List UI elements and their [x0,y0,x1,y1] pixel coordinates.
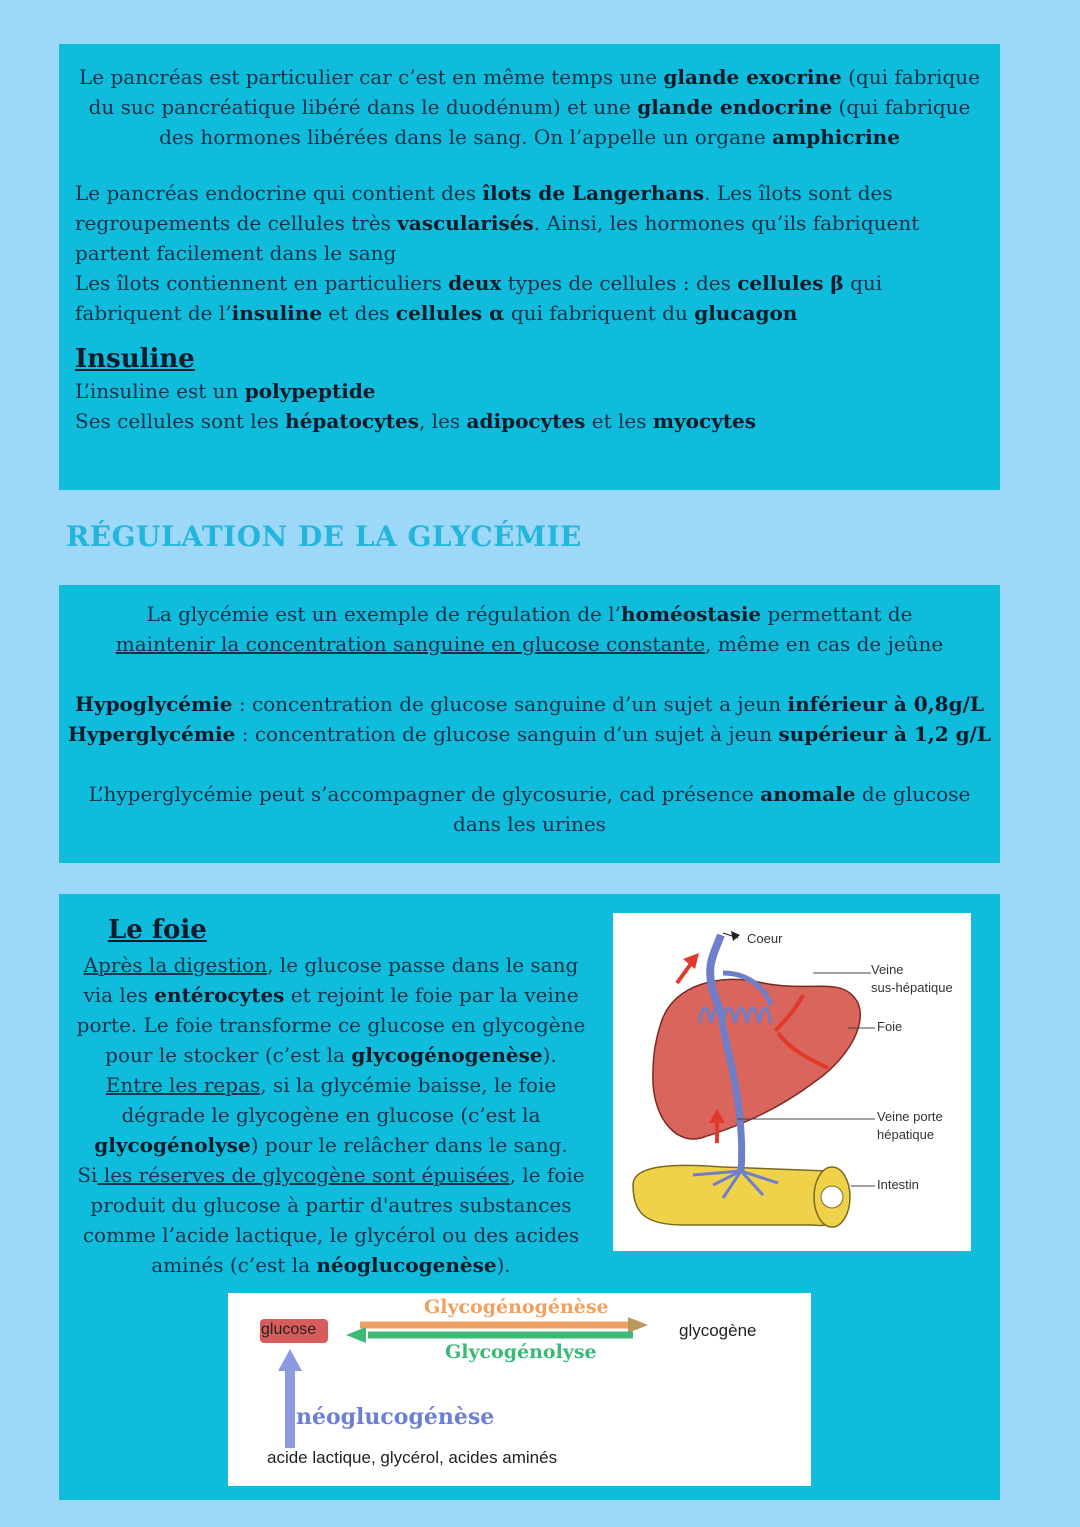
glycogenolyse-arrowhead [346,1327,366,1343]
bold-text: glucagon [694,301,798,325]
paragraph-langerhans [75,178,984,268]
bold-text: Hyperglycémie [68,722,236,746]
text: . Ainsi, les hormones qu’ils fabriquent partent facilement dans le sang [75,211,920,265]
paragraph-target-cells [75,406,984,436]
label-glycogenogenese: Glycogénogénèse [424,1296,609,1318]
paragraph-repas [75,1070,587,1160]
label-glycogenolyse: Glycogénolyse [445,1341,597,1363]
pancreas-card [59,44,1000,490]
text: et les [585,409,653,433]
label-neoglucogenese: néoglucogénèse [296,1404,495,1430]
text: Le pancréas endocrine qui contient des [75,181,483,205]
bold-text: amphicrine [772,125,900,149]
glucose-cycle-diagram [228,1293,811,1486]
text: L’hyperglycémie peut s’accompagner de glycosurie, cad présence [88,782,761,806]
underlined-text: maintenir la concentration sanguine en glucose constante [115,632,706,656]
glycogenogenese-arrowhead [628,1317,648,1333]
label-veine-sus-hepatique [871,961,953,997]
label-line: Veine porte [877,1109,943,1124]
bold-text: anomale [760,782,856,806]
text: La glycémie est un exemple de régulation de l’ [146,602,621,626]
bold-text: îlots de Langerhans [482,181,705,205]
bold-text: deux [448,271,502,295]
text: Ses cellules sont les [75,409,286,433]
text: qui fabriquent de l’ [75,271,883,325]
text: , le glucose passe dans le sang via les [83,953,579,1007]
bold-text: myocytes [652,409,757,433]
label-coeur: Coeur [747,931,783,946]
text: L’insuline est un [75,379,245,403]
text: qui fabriquent du [504,301,695,325]
text: Les îlots contiennent en particuliers [75,271,449,295]
neoglucogenese-arrowhead [278,1349,302,1371]
text: ) pour le relâcher dans le sang. [250,1133,568,1157]
text: et des [322,301,396,325]
label-foie: Foie [877,1019,903,1034]
foie-text [75,914,587,1280]
liver-diagram [613,913,971,1251]
text: , les [418,409,467,433]
intestine-lumen [821,1186,843,1208]
bold-text: cellules α [395,301,505,325]
bold-text: inférieur à 0,8g/L [787,692,984,716]
insuline-heading: Insuline [75,344,195,374]
bold-text: vascularisés [397,211,534,235]
label-veine-porte [877,1108,943,1144]
text: permettant de [761,602,913,626]
paragraph-digestion [75,950,587,1070]
heart-arrowhead [731,931,740,941]
text: Le pancréas est particulier car c’est en même temps une [79,65,664,89]
glycemie-card [59,585,1000,863]
text: : concentration de glucose sanguine d’un sujet a jeun [232,692,788,716]
text: ). [496,1253,511,1277]
bold-text: cellules β [737,271,844,295]
liver-shape [653,979,860,1139]
label-glycogene: glycogène [679,1321,757,1340]
bold-text: Hypoglycémie [75,692,233,716]
bold-text: insuline [231,301,323,325]
bold-text: néoglucogenèse [316,1253,497,1277]
text: Si [77,1163,98,1187]
text: , même en cas de jeûne [705,632,944,656]
text: , le foie produit du glucose à partir d'autres substances comme l’acide lactique, le glycérol ou des acides aminés (c’est la [82,1163,585,1277]
foie-heading: Le foie [108,915,207,945]
underlined-text: les réserves de glycogène sont épuisées [97,1163,510,1187]
bold-text: glande exocrine [663,65,842,89]
paragraph-homeostasie [67,599,992,659]
bold-text: supérieur à 1,2 g/L [778,722,991,746]
text: . Les îlots sont des regroupements de cellules très [75,181,893,235]
bold-text: polypeptide [244,379,376,403]
bold-text: glycogénogenèse [351,1043,543,1067]
paragraph-reserves [75,1160,587,1280]
text: et rejoint le foie par la veine porte. Le foie transforme ce glucose en glycogène pour le stocker (c’est la [76,983,586,1067]
foie-card [59,894,1000,1500]
paragraph-amphicrine [75,62,984,152]
label-glucose: glucose [261,1321,317,1338]
bold-text: adipocytes [466,409,586,433]
label-line: sus-hépatique [871,980,953,995]
text: types de cellules : des [501,271,738,295]
text: : concentration de glucose sanguin d’un sujet à jeun [235,722,779,746]
underlined-text: Après la digestion [83,953,268,977]
paragraph-cells [75,268,984,328]
section-title: RÉGULATION DE LA GLYCÉMIE [66,520,582,553]
underlined-text: Entre les repas [105,1073,261,1097]
bold-text: hépatocytes [285,409,419,433]
bold-text: glycogénolyse [94,1133,251,1157]
label-substrates: acide lactique, glycérol, acides aminés [267,1448,558,1467]
paragraph-polypeptide [75,376,984,406]
bold-text: glande endocrine [637,95,833,119]
paragraph-glycosurie [67,779,992,839]
label-line: Veine [871,962,904,977]
label-intestin: Intestin [877,1177,919,1192]
label-line: hépatique [877,1127,935,1142]
hyperglycemie-definition [67,719,992,749]
text: , si la glycémie baisse, le foie dégrade le glycogène en glucose (c’est la [121,1073,557,1127]
text: (qui fabrique des hormones libérées dans le sang. On l’appelle un organe [159,95,971,149]
hypoglycemie-definition [67,689,992,719]
text: de glucose dans les urines [453,782,971,836]
bold-text: homéostasie [621,602,762,626]
text: (qui fabrique du suc pancréatique libéré dans le duodénum) et une [88,65,980,119]
bold-text: entérocytes [154,983,285,1007]
text: ). [542,1043,557,1067]
